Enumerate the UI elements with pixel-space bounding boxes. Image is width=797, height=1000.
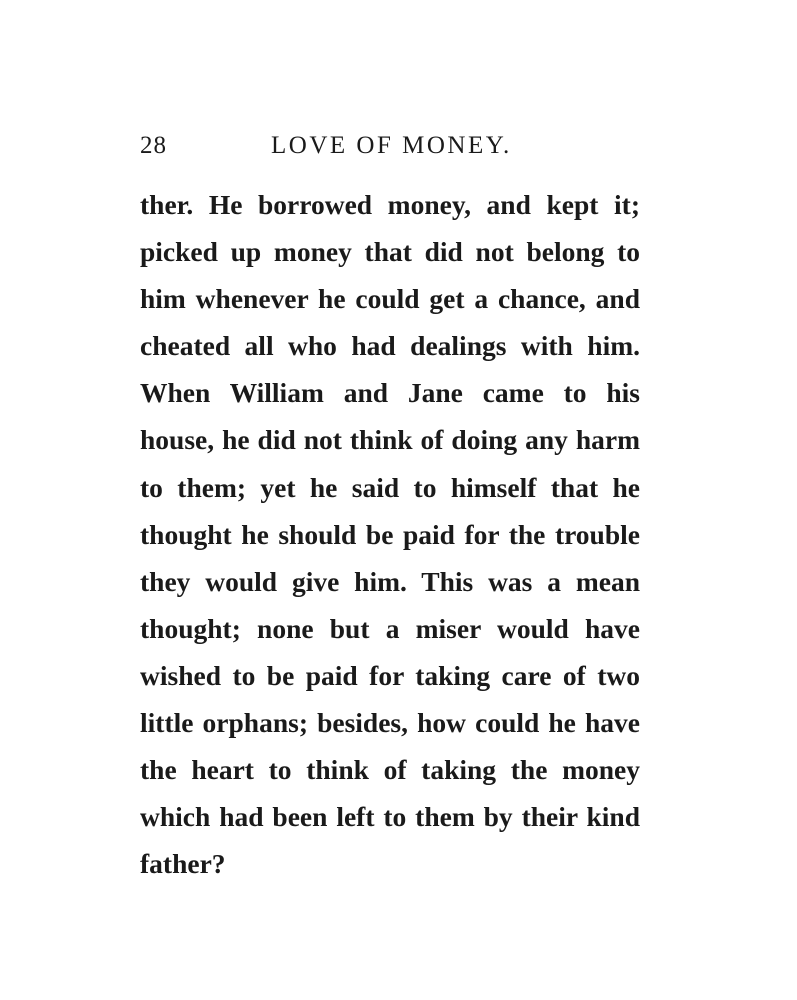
text-line: him whenever he could get a chance, and xyxy=(140,283,640,315)
text-line: which had been left to them by their kind xyxy=(140,801,640,833)
text-line: to them; yet he said to himself that he xyxy=(140,471,640,503)
page-number: 28 xyxy=(140,132,167,159)
running-head xyxy=(140,131,520,161)
text-line: thought he should be paid for the trouble xyxy=(140,518,640,550)
text-line: cheated all who had dealings with him. xyxy=(140,330,640,362)
text-line: they would give him. This was a mean xyxy=(140,565,640,597)
text-line: picked up money that did not belong to xyxy=(140,236,640,268)
body-text xyxy=(140,181,640,887)
text-line: the heart to think of taking the money xyxy=(140,754,640,786)
running-title: LOVE OF MONEY. xyxy=(271,132,512,159)
text-line: wished to be paid for taking care of two xyxy=(140,659,640,691)
text-line: house, he did not think of doing any harm xyxy=(140,424,640,456)
text-line: father? xyxy=(140,848,226,880)
text-line: ther. He borrowed money, and kept it; xyxy=(140,189,640,220)
text-line: When William and Jane came to his xyxy=(140,377,640,409)
text-line: little orphans; besides, how could he have xyxy=(140,707,640,739)
text-line: thought; none but a miser would have xyxy=(140,612,640,644)
